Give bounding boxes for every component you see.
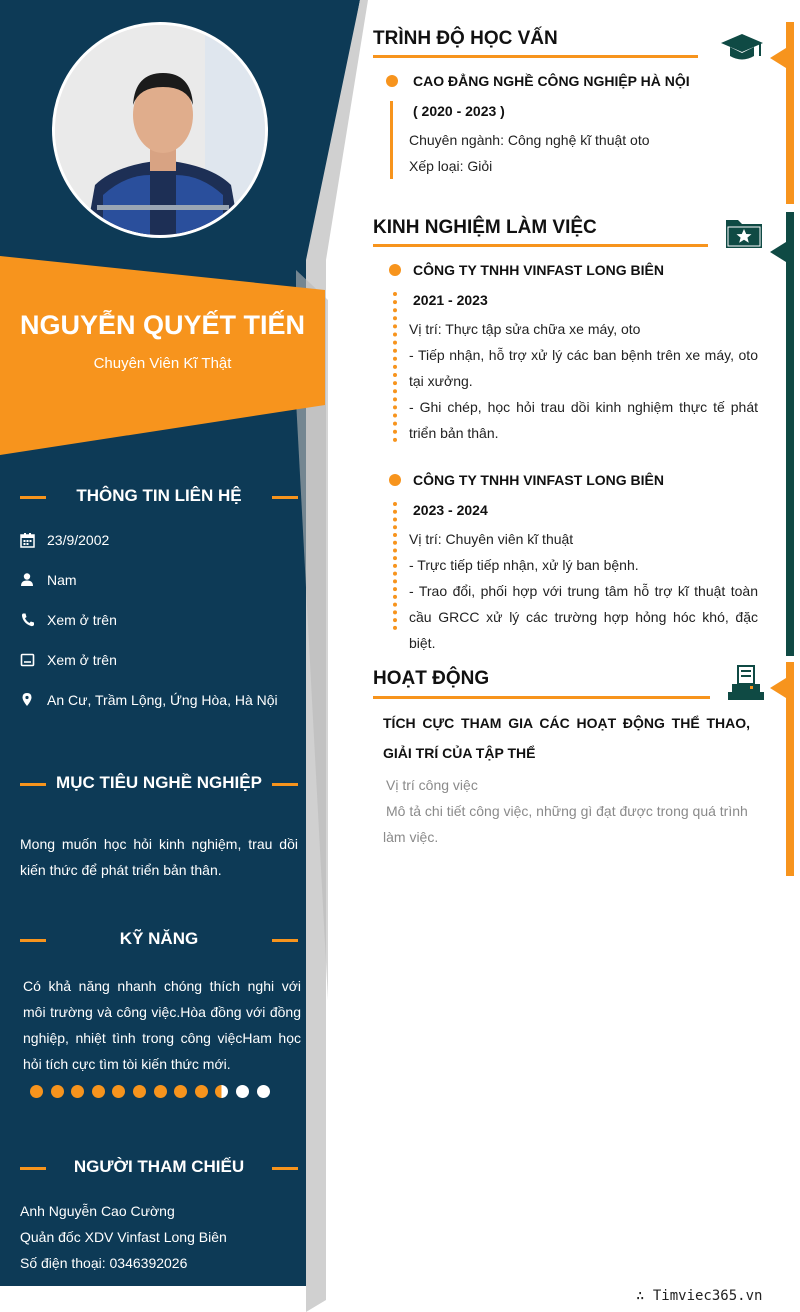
avatar-photo: [55, 25, 268, 238]
gender-value: Nam: [47, 572, 77, 588]
title-bar-left: [20, 1167, 46, 1170]
experience-edge-accent: [768, 212, 800, 656]
activities-title-underline: [373, 696, 710, 699]
phone-value: Xem ở trên: [47, 612, 117, 628]
job2-timeline: [393, 502, 397, 630]
skill-rating-dot: [92, 1085, 105, 1098]
skills-title-text: KỸ NĂNG: [119, 929, 199, 948]
reference-name: Anh Nguyễn Cao Cường: [20, 1203, 175, 1219]
avatar: [52, 22, 268, 238]
experience-section-title: KINH NGHIỆM LÀM VIỆC: [373, 217, 597, 238]
title-bar-right: [272, 496, 298, 499]
education-period: ( 2020 - 2023 ): [413, 103, 505, 119]
watermark-text: Timviec365.vn: [652, 1288, 763, 1304]
activities-edge-accent: [768, 662, 800, 876]
skill-rating-dot: [195, 1085, 208, 1098]
school-name: CAO ĐẲNG NGHỀ CÔNG NGHIỆP HÀ NỘI: [413, 73, 690, 89]
education-major: Chuyên ngành: Công nghệ kĩ thuật oto: [409, 132, 650, 148]
objective-text: Mong muốn học hỏi kinh nghiệm, trau dồi kiến thức để phát triển bản thân.: [20, 836, 298, 878]
reference-title-text: NGƯỜI THAM CHIẾU: [73, 1157, 245, 1176]
contact-email: [20, 650, 310, 672]
watermark-logo-icon: ∴: [636, 1288, 653, 1304]
reference-section-title: [20, 1157, 298, 1177]
activity-description-placeholder: Mô tả chi tiết công việc, những gì đạt được trong quá trình làm việc.: [383, 803, 748, 845]
skills-text: Có khả năng nhanh chóng thích nghi với môi trường và công việc.Hòa đồng với đồng nghiệp, nhiệt tình trong công việcHam học hỏi tích cực tìm tòi kiến thức mới.: [23, 978, 301, 1072]
skill-rating-dot: [133, 1085, 146, 1098]
education-bullet: [386, 75, 398, 87]
job2-description-1: - Trực tiếp tiếp nhận, xử lý ban bệnh.: [409, 557, 639, 573]
job1-period: 2021 - 2023: [413, 292, 488, 308]
address-value: An Cư, Trầm Lộng, Ứng Hòa, Hà Nội: [47, 692, 278, 708]
job1-company: CÔNG TY TNHH VINFAST LONG BIÊN: [413, 262, 664, 278]
job1-description-1: - Tiếp nhận, hỗ trợ xử lý các ban bệnh trên xe máy, oto tại xưởng.: [409, 347, 758, 389]
title-bar-right: [272, 783, 298, 786]
title-bar-left: [20, 496, 46, 499]
candidate-name: NGUYỄN QUYẾT TIẾN: [19, 310, 306, 340]
skill-rating-dot: [236, 1085, 249, 1098]
activities-section-title: HOẠT ĐỘNG: [373, 668, 490, 689]
education-grade: Xếp loại: Giỏi: [409, 158, 493, 174]
title-bar-left: [20, 783, 46, 786]
objective-section-title: [20, 773, 298, 793]
job1-bullet: [389, 264, 401, 276]
person-icon: [20, 572, 36, 588]
calendar-icon: [20, 532, 36, 548]
activities-headline: TÍCH CỰC THAM GIA CÁC HOẠT ĐỘNG THỂ THAO, GIẢI TRÍ CỦA TẬP THỂ: [383, 715, 750, 761]
phone-icon: [20, 612, 36, 628]
education-edge-accent: [768, 22, 800, 204]
education-timeline-line: [390, 101, 393, 179]
skill-rating-dot: [51, 1085, 64, 1098]
mail-icon: [20, 652, 36, 668]
job-title: Chuyên Viên Kĩ Thật: [93, 355, 232, 372]
contact-gender: [20, 570, 310, 592]
contact-title-text: THÔNG TIN LIÊN HỆ: [76, 486, 242, 505]
experience-title-underline: [373, 244, 708, 247]
reference-phone: Số điện thoại: 0346392026: [20, 1255, 188, 1271]
skill-rating-dot: [257, 1085, 270, 1098]
job1-timeline: [393, 292, 397, 442]
graduation-cap-icon: [720, 32, 764, 64]
contact-section-title: [20, 486, 298, 506]
education-title-underline: [373, 55, 698, 58]
title-bar-right: [272, 1167, 298, 1170]
skill-rating-dot: [154, 1085, 167, 1098]
contact-phone: [20, 610, 310, 632]
education-section-title: TRÌNH ĐỘ HỌC VẤN: [373, 28, 558, 49]
job2-position: Vị trí: Chuyên viên kĩ thuật: [409, 531, 574, 547]
title-bar-right: [272, 939, 298, 942]
skill-rating-dot: [30, 1085, 43, 1098]
email-value: Xem ở trên: [47, 652, 117, 668]
activity-position-placeholder: Vị trí công việc: [386, 777, 478, 793]
job1-position: Vị trí: Thực tập sửa chữa xe máy, oto: [409, 321, 641, 337]
job2-description-2: - Trao đổi, phối hợp với trung tâm hỗ trợ kĩ thuật toàn cầu GRCC xử lý các trường hợp hỏng hóc khó, đặc biệt.: [409, 583, 758, 651]
objective-title-text: MỤC TIÊU NGHỀ NGHIỆP: [56, 773, 262, 792]
contact-address: [20, 690, 310, 712]
watermark: [636, 1288, 762, 1304]
job2-period: 2023 - 2024: [413, 502, 488, 518]
birthdate-value: 23/9/2002: [47, 532, 110, 548]
contact-birthdate: [20, 530, 310, 552]
skills-section-title: [20, 929, 298, 949]
location-icon: [20, 692, 36, 708]
folder-star-icon: [724, 216, 764, 250]
reference-position: Quản đốc XDV Vinfast Long Biên: [20, 1229, 227, 1245]
title-bar-left: [20, 939, 46, 942]
podium-icon: [726, 662, 766, 702]
job1-description-2: - Ghi chép, học hỏi trau dồi kinh nghiệm thực tế phát triển bản thân.: [409, 399, 758, 441]
job2-company: CÔNG TY TNHH VINFAST LONG BIÊN: [413, 472, 664, 488]
job2-bullet: [389, 474, 401, 486]
